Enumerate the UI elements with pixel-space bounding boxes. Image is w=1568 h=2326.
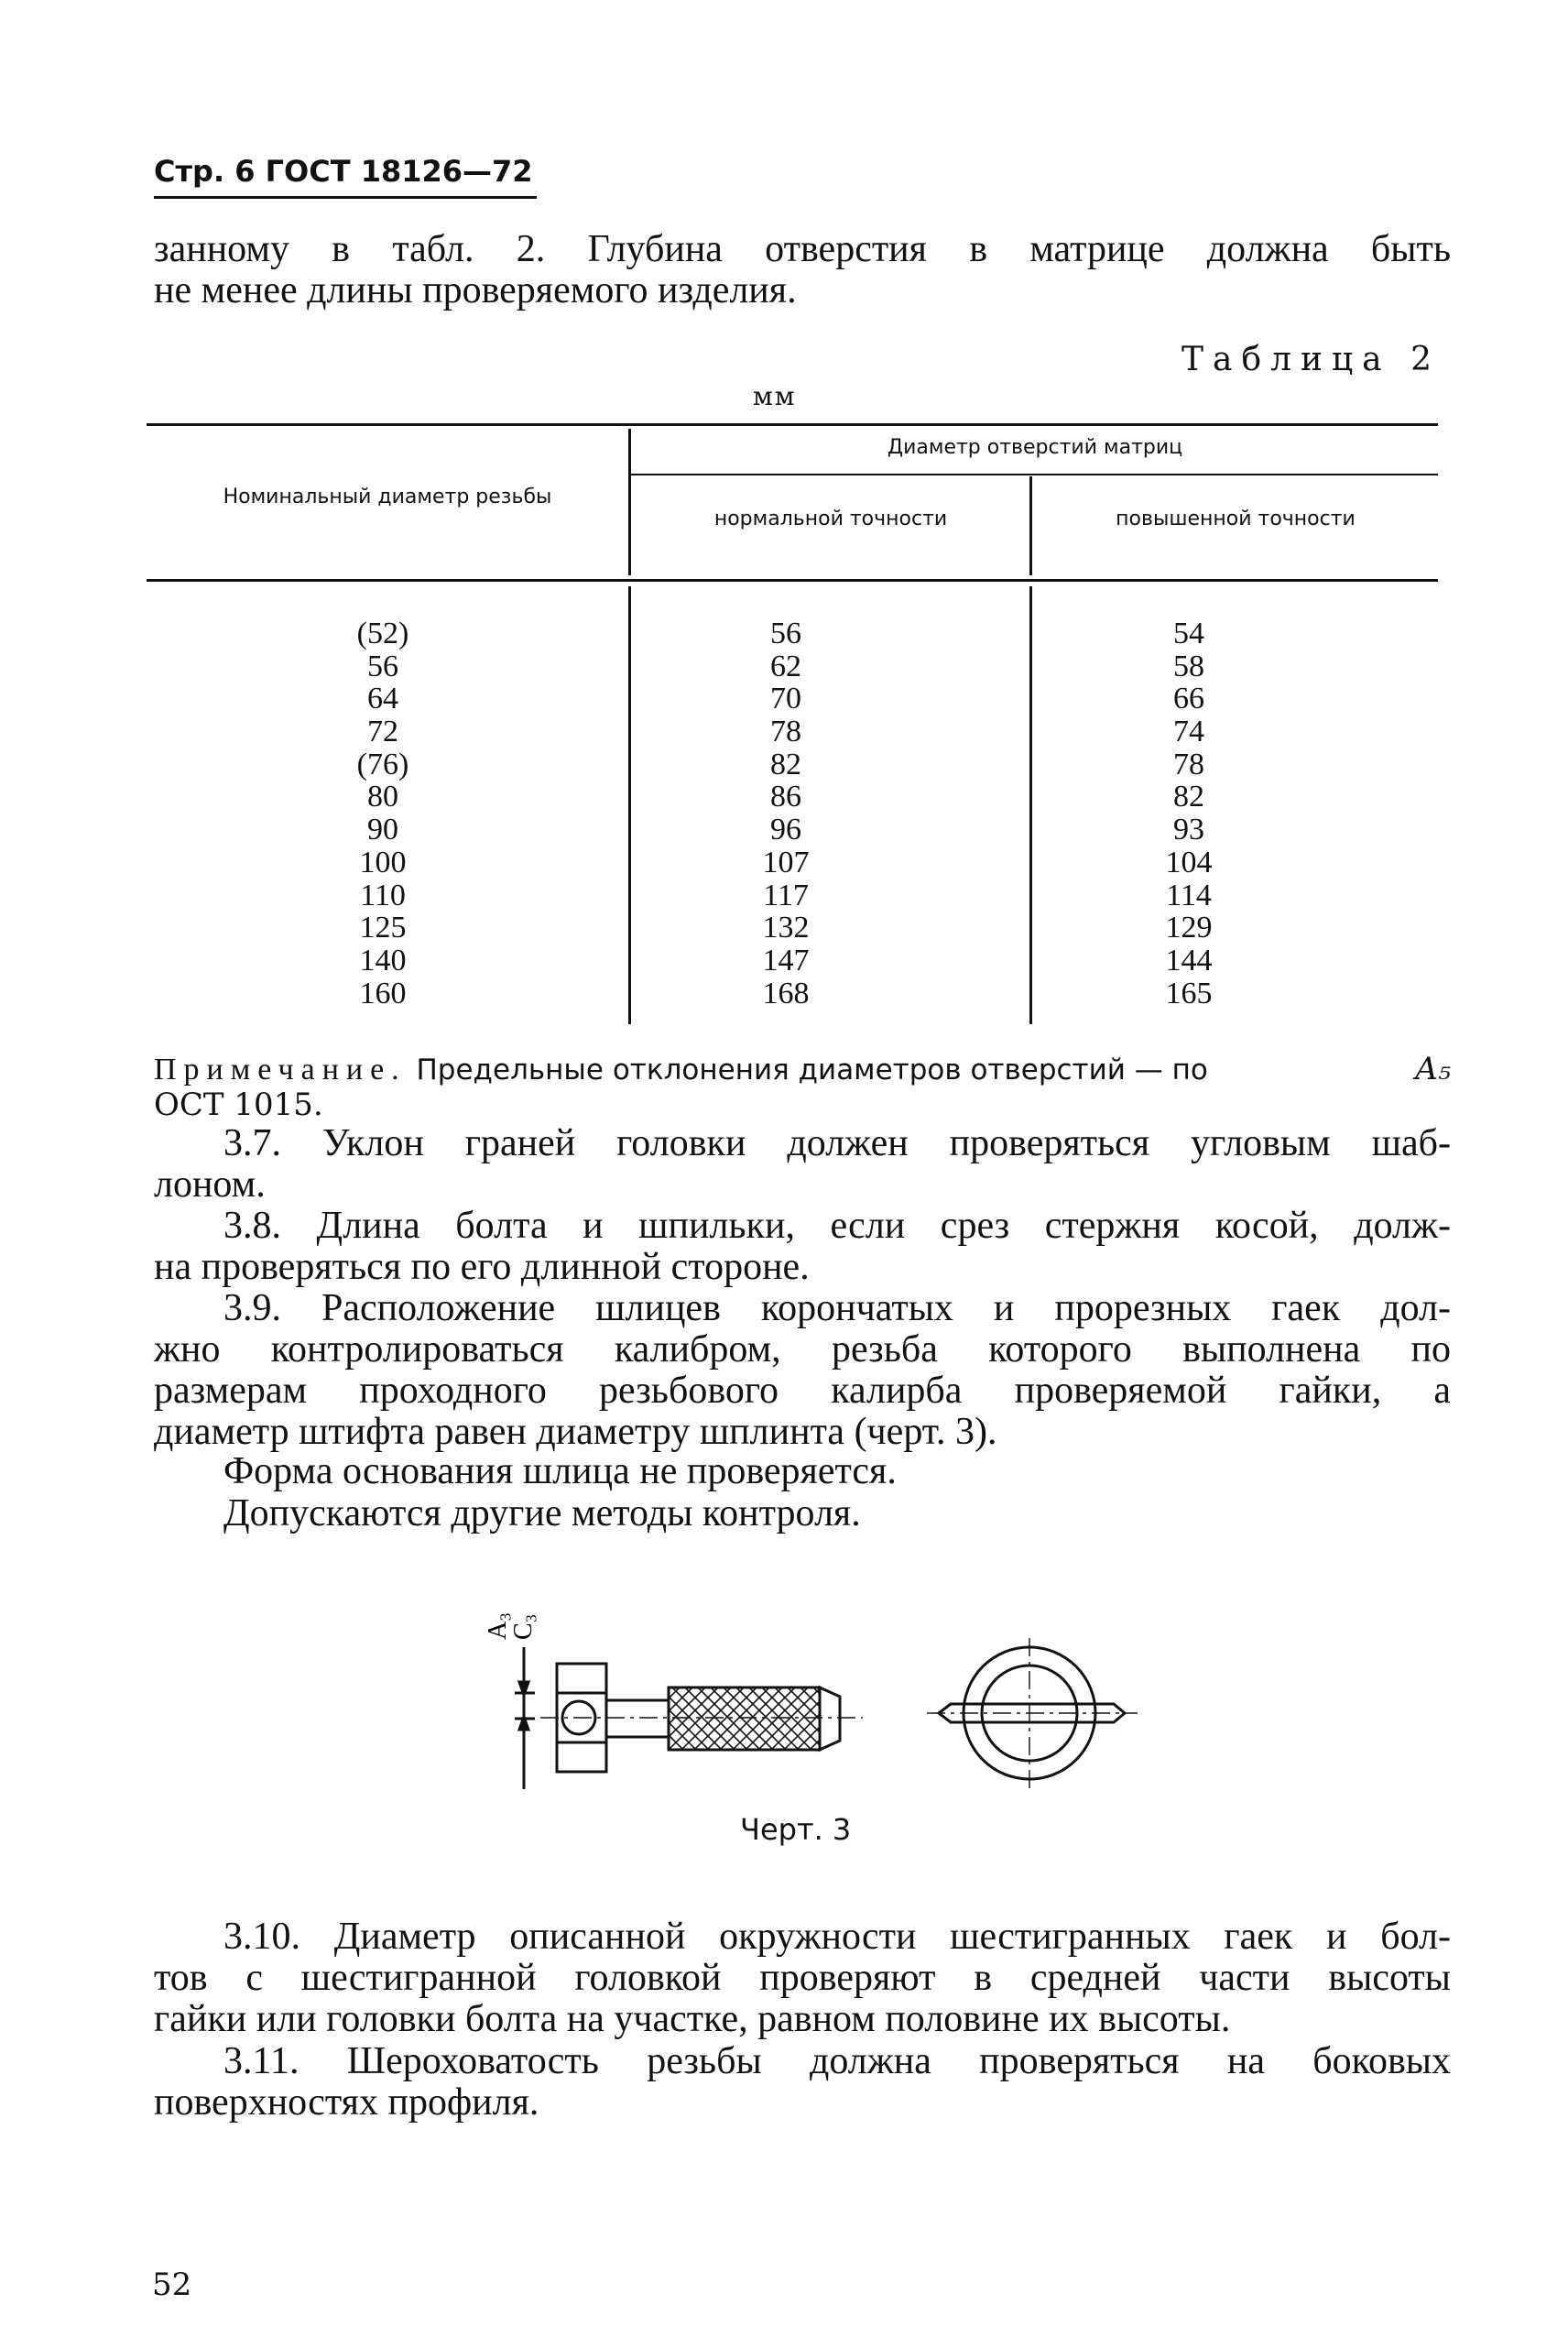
- bolt-side-view: [515, 1647, 863, 1789]
- normal-cell: 82: [770, 747, 801, 781]
- high-cell: 66: [1173, 682, 1204, 716]
- nut-end-view: [927, 1638, 1138, 1789]
- normal-cell: 62: [770, 649, 801, 683]
- nominal-cell: 100: [359, 845, 407, 879]
- table-units: мм: [753, 381, 797, 411]
- table-vline-2-head: [1029, 476, 1032, 575]
- paragraph-3-8: [154, 1206, 1451, 1288]
- paragraph-3-10: [154, 1916, 1451, 2040]
- high-cell: 129: [1165, 911, 1213, 945]
- p39-line-4: диаметр штифта равен диаметру шплинта (черт. 3).: [154, 1411, 997, 1453]
- column-normal: [740, 617, 832, 1010]
- nominal-cell: 72: [367, 715, 398, 749]
- p39-line-1: 3.9. Расположение шлицев корончатых и прорезных гаек дол-: [223, 1287, 1451, 1329]
- header-die-hole-diameter: Диаметр отверстий матриц: [887, 436, 1183, 459]
- normal-cell: 78: [770, 715, 801, 749]
- data-table: [147, 423, 1438, 1028]
- label-c3: С₃: [509, 1613, 538, 1640]
- nominal-cell: 110: [360, 878, 406, 912]
- nominal-cell: 90: [367, 813, 398, 847]
- p311-line-1: 3.11. Шероховатость резьбы должна проверяться на боковых: [223, 2040, 1451, 2082]
- page-header-text: Стр. 6 ГОСТ 18126—72: [154, 154, 533, 189]
- drawing-3: [432, 1601, 1165, 1812]
- p311-line-2: поверхностях профиля.: [154, 2081, 539, 2124]
- normal-cell: 70: [770, 682, 801, 716]
- header-nominal-diameter: Номинальный диаметр резьбы: [223, 486, 552, 508]
- high-cell: 93: [1173, 813, 1204, 847]
- paragraph-3-7: [154, 1123, 1451, 1206]
- column-high: [1143, 617, 1235, 1010]
- high-cell: 144: [1165, 943, 1213, 977]
- column-nominal: [337, 617, 429, 1010]
- nominal-cell: 64: [367, 682, 398, 716]
- normal-cell: 96: [770, 813, 801, 847]
- p39-line-2: жно контролироваться калибром, резьба которого выполнена по: [154, 1328, 1451, 1370]
- p37-line-2: лоном.: [154, 1163, 266, 1206]
- p310-line-1: 3.10. Диаметр описанной окружности шестигранных гаек и бол-: [223, 1916, 1451, 1958]
- nominal-cell: 160: [359, 976, 407, 1010]
- nominal-cell: (76): [356, 747, 409, 781]
- intro-paragraph: [154, 229, 1451, 311]
- high-cell: 165: [1165, 976, 1213, 1010]
- high-cell: 54: [1173, 617, 1204, 650]
- high-cell: 58: [1173, 649, 1204, 683]
- p39-line-3: размерам проходного резьбового калирба проверяемой гайки, а: [154, 1370, 1451, 1412]
- header-high-accuracy: повышенной точности: [1116, 508, 1356, 530]
- nominal-cell: 125: [359, 911, 407, 945]
- high-cell: 104: [1165, 845, 1213, 879]
- normal-cell: 147: [762, 943, 810, 977]
- table-vline-2-body: [1029, 586, 1032, 1024]
- high-cell: 82: [1173, 780, 1204, 814]
- label-a3: А₃: [484, 1612, 512, 1640]
- normal-cell: 86: [770, 780, 801, 814]
- high-cell: 74: [1173, 715, 1204, 749]
- page-number: 52: [152, 2266, 192, 2303]
- nominal-cell: 56: [367, 649, 398, 683]
- normal-cell: 168: [762, 976, 810, 1010]
- nominal-cell: 80: [367, 780, 398, 814]
- note-text: Предельные отклонения диаметров отверстий — по: [416, 1054, 1208, 1087]
- normal-cell: 56: [770, 617, 801, 650]
- table-top-rule: [147, 423, 1438, 426]
- table-vline-1-body: [628, 586, 631, 1024]
- intro-line-2: не менее длины проверяемого изделия.: [154, 269, 797, 311]
- note-line-2: ОСТ 1015.: [154, 1087, 323, 1123]
- note-ref: А₅: [1414, 1051, 1451, 1087]
- table-group-rule: [628, 474, 1438, 475]
- drawing-3-svg: [432, 1601, 1165, 1812]
- normal-cell: 117: [763, 878, 809, 912]
- high-cell: 114: [1166, 878, 1212, 912]
- paragraph-3-9: [154, 1288, 1451, 1453]
- paragraph-3-9-methods: Допускаются другие методы контроля.: [223, 1492, 861, 1534]
- header-normal-accuracy: нормальной точности: [713, 508, 948, 530]
- note-head: Примечание.: [154, 1053, 407, 1087]
- high-cell: 78: [1173, 747, 1204, 781]
- normal-cell: 132: [762, 911, 810, 945]
- table-note: [154, 1052, 1451, 1122]
- p38-line-1: 3.8. Длина болта и шпильки, если срез стержня косой, долж-: [223, 1205, 1451, 1247]
- p310-line-2: тов с шестигранной головкой проверяют в средней части высоты: [154, 1957, 1451, 1999]
- p310-line-3: гайки или головки болта на участке, равном половине их высоты.: [154, 1998, 1231, 2040]
- paragraph-3-9-form: Форма основания шлица не проверяется.: [223, 1450, 897, 1492]
- page-header: [154, 154, 539, 189]
- normal-cell: 107: [762, 845, 810, 879]
- intro-line-1: занному в табл. 2. Глубина отверстия в матрице должна быть: [154, 228, 1451, 270]
- table-label: Таблица 2: [1181, 341, 1441, 378]
- header-rule: [154, 196, 537, 199]
- table-vline-1-head: [628, 429, 631, 575]
- table-header-rule: [147, 579, 1438, 582]
- paragraph-3-11: [154, 2041, 1451, 2124]
- drawing-caption: Черт. 3: [740, 1812, 852, 1847]
- nominal-cell: (52): [356, 617, 409, 650]
- p37-line-1: 3.7. Уклон граней головки должен проверяться угловым шаб-: [223, 1122, 1451, 1164]
- nominal-cell: 140: [359, 943, 407, 977]
- p38-line-2: на проверяться по его длинной стороне.: [154, 1246, 810, 1288]
